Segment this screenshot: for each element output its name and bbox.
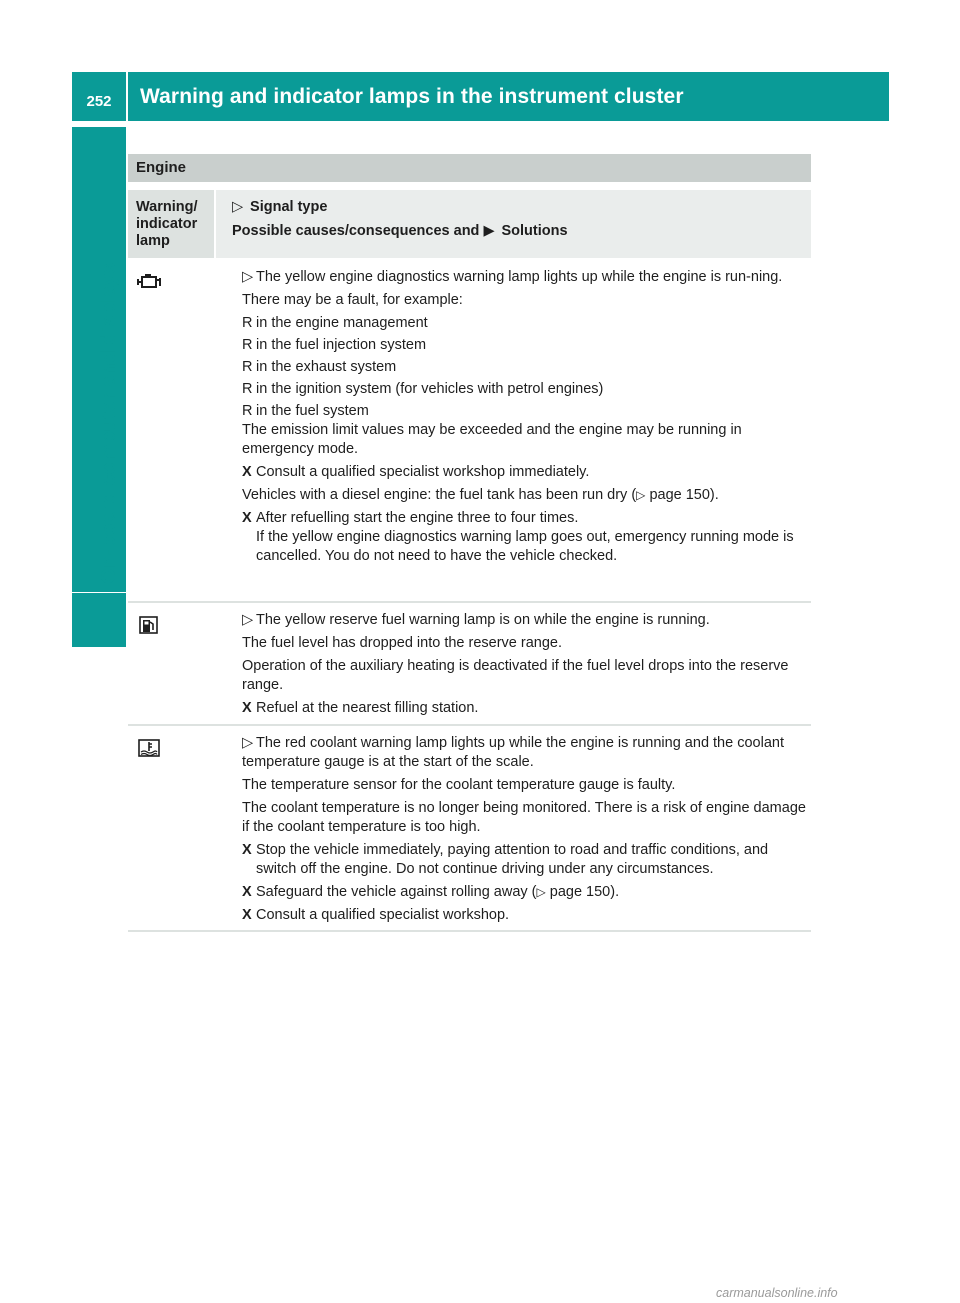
causes-heading bbox=[232, 222, 811, 241]
engine-diagnostics-icon bbox=[136, 272, 162, 292]
list-item: R in the engine management bbox=[242, 315, 428, 331]
section-title: Engine bbox=[128, 154, 811, 182]
list-item: R in the ignition system (for vehicles with petrol engines) bbox=[242, 381, 604, 397]
action-arrow-icon: X bbox=[242, 842, 252, 858]
cause-text: The fuel level has dropped into the reserve range. bbox=[242, 635, 563, 651]
table-row-coolant bbox=[128, 734, 811, 932]
page-reference-link[interactable]: page 150). bbox=[649, 487, 719, 503]
signal-text: ▷ The yellow engine diagnostics warning lamp lights up while the engine is run-ning. bbox=[242, 269, 783, 285]
chapter-marker bbox=[72, 593, 126, 647]
signal-triangle-icon: ▷ bbox=[242, 735, 254, 751]
action-arrow-icon: X bbox=[242, 464, 252, 480]
table-header bbox=[128, 190, 811, 258]
bullet-icon: R bbox=[242, 403, 253, 419]
action-arrow-icon: X bbox=[242, 907, 252, 923]
page-reference-icon: ▷ bbox=[636, 488, 646, 502]
list-item: R in the fuel injection system bbox=[242, 337, 427, 353]
solutions-label: Solutions bbox=[501, 223, 568, 239]
action-step: X Stop the vehicle immediately, paying attention to road and traffic conditions, and switch off the engine. Do not continue driving under any circumstances. bbox=[242, 842, 769, 877]
fuel-reserve-icon bbox=[136, 615, 162, 635]
list-item: R in the exhaust system bbox=[242, 359, 397, 375]
causes-label: Possible causes/consequences and bbox=[232, 223, 480, 239]
page-title: Warning and indicator lamps in the instrument cluster bbox=[140, 85, 684, 108]
page-reference-link[interactable]: page 150). bbox=[549, 884, 620, 900]
cause-text: The temperature sensor for the coolant temperature gauge is faulty. bbox=[242, 777, 676, 793]
list-item: R in the fuel system bbox=[242, 403, 369, 419]
bullet-icon: R bbox=[242, 359, 253, 375]
signal-text: ▷ The red coolant warning lamp lights up while the engine is running and the coolant temperature gauge is at the start of the scale. bbox=[242, 735, 784, 770]
table-row-engine-diagnostics bbox=[128, 268, 811, 603]
signal-triangle-icon: ▷ bbox=[242, 612, 254, 628]
action-step: X Safeguard the vehicle against rolling away (▷ page 150). bbox=[242, 884, 620, 900]
signal-type-label: Signal type bbox=[250, 199, 328, 215]
coolant-temperature-icon bbox=[136, 738, 162, 758]
solution-arrow-icon: ▶ bbox=[483, 223, 495, 239]
possible-causes-intro: There may be a fault, for example: bbox=[242, 292, 463, 308]
page-reference-icon: ▷ bbox=[536, 885, 546, 899]
action-arrow-icon: X bbox=[242, 700, 252, 716]
signal-triangle-icon: ▷ bbox=[242, 269, 254, 285]
action-arrow-icon: X bbox=[242, 884, 252, 900]
signal-text: ▷ The yellow reserve fuel warning lamp is on while the engine is running. bbox=[242, 612, 710, 628]
chapter-label: On-board computer and displays bbox=[97, 262, 120, 584]
action-step: X Refuel at the nearest filling station. bbox=[242, 700, 479, 716]
bullet-icon: R bbox=[242, 381, 253, 397]
action-arrow-icon: X bbox=[242, 510, 252, 526]
consequence-text: Operation of the auxiliary heating is deactivated if the fuel level drops into the reserve range. bbox=[242, 658, 789, 693]
consequence-text: The emission limit values may be exceeded and the engine may be running in emergency mode. bbox=[242, 422, 742, 457]
row-content bbox=[242, 611, 808, 722]
bullet-icon: R bbox=[242, 337, 253, 353]
lamp-column-header: Warning/ indicator lamp bbox=[128, 190, 214, 258]
table-row-fuel-reserve bbox=[128, 611, 811, 726]
action-step: X After refuelling start the engine three to four times. bbox=[242, 510, 579, 526]
page-number: 252 bbox=[86, 93, 112, 110]
action-step: X Consult a qualified specialist workshop. bbox=[242, 907, 510, 923]
signal-triangle-icon: ▷ bbox=[232, 199, 244, 215]
row-content bbox=[242, 268, 808, 570]
bullet-icon: R bbox=[242, 315, 253, 331]
page-header bbox=[72, 72, 889, 121]
action-detail: If the yellow engine diagnostics warning lamp goes out, emergency running mode is cancelled. You do not need to have the vehicle checked. bbox=[256, 529, 794, 564]
consequence-text: The coolant temperature is no longer being monitored. There is a risk of engine damage if the coolant temperature is too high. bbox=[242, 800, 806, 835]
action-step: X Consult a qualified specialist workshop immediately. bbox=[242, 464, 590, 480]
row-content bbox=[242, 734, 808, 929]
watermark: carmanualsonline.info bbox=[716, 1286, 838, 1300]
description-column-header bbox=[216, 190, 811, 258]
diesel-note: Vehicles with a diesel engine: the fuel tank has been run dry (▷ page 150). bbox=[242, 487, 719, 503]
signal-type-heading bbox=[232, 198, 811, 217]
